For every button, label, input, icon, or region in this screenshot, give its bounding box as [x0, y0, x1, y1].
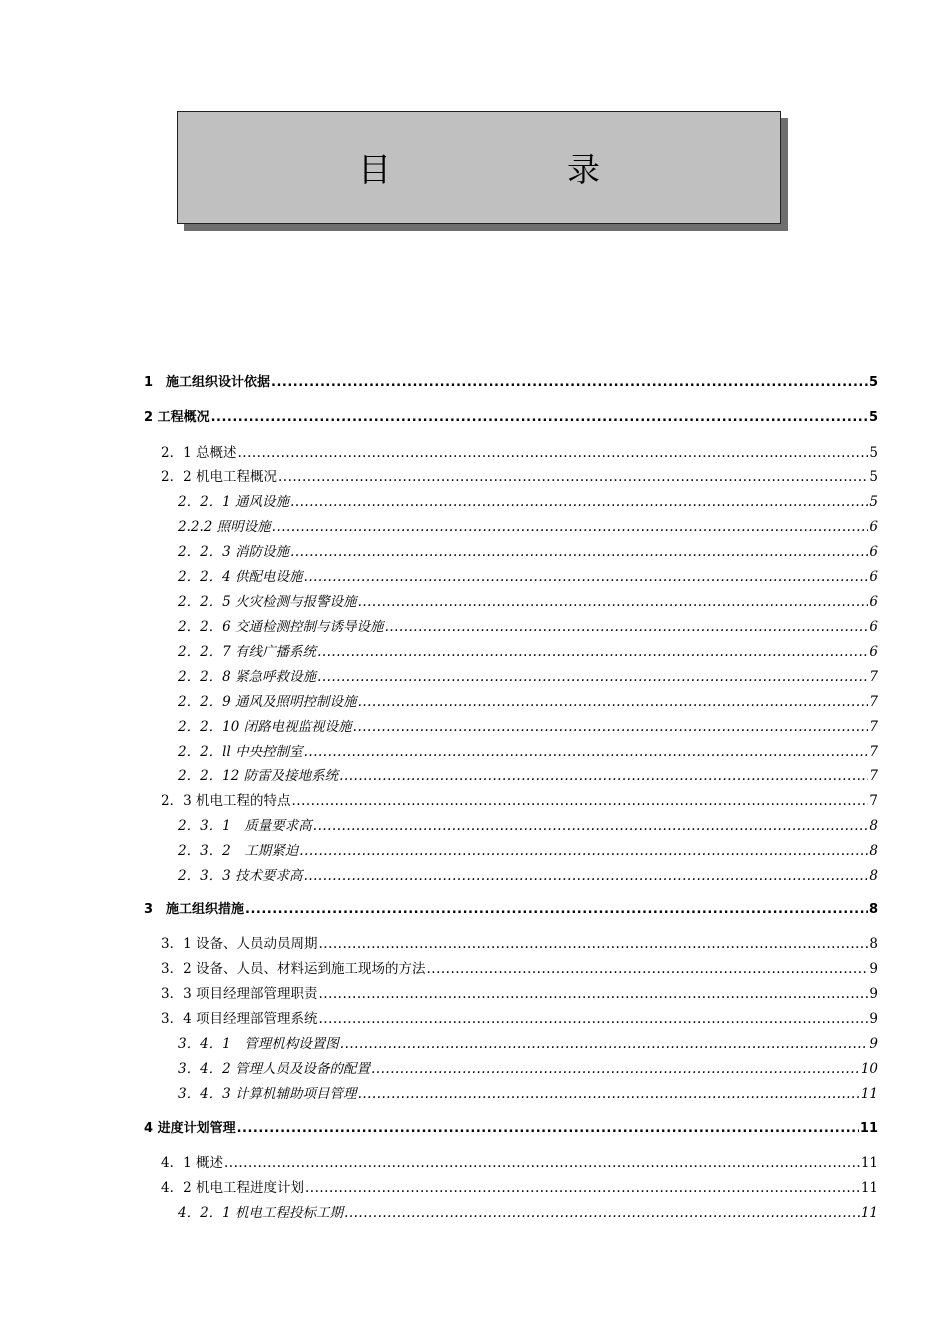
- dot-leader: [318, 934, 868, 954]
- dot-leader: [290, 492, 868, 512]
- dot-leader: [299, 841, 868, 861]
- dot-leader: [353, 717, 869, 737]
- toc-entry-page: 11: [860, 1155, 878, 1171]
- toc-entry[interactable]: [178, 866, 878, 886]
- dot-leader: [304, 866, 869, 886]
- toc-entry[interactable]: [144, 373, 878, 393]
- toc-entry-title: 3 施工组织措施: [144, 902, 245, 917]
- toc-entry-page: 5: [869, 445, 878, 461]
- toc-entry-title: 4．2 机电工程进度计划: [161, 1180, 304, 1196]
- toc-entry-page: 5: [869, 494, 878, 510]
- toc-entry-page: 10: [860, 1061, 878, 1077]
- toc-entry-title: 3．3 项目经理部管理职责: [161, 986, 318, 1002]
- toc-entry[interactable]: [178, 717, 878, 737]
- dot-leader: [224, 1153, 860, 1173]
- toc-entry[interactable]: [178, 1203, 878, 1223]
- toc-entry[interactable]: [161, 467, 878, 487]
- dot-leader: [313, 816, 869, 836]
- toc-entry-page: 9: [869, 986, 878, 1002]
- dot-leader: [211, 408, 868, 428]
- toc-entry[interactable]: [178, 617, 878, 637]
- toc-entry-page: 8: [869, 936, 878, 952]
- toc-entry[interactable]: [178, 692, 878, 712]
- toc-entry-page: 7: [869, 768, 878, 784]
- toc-entry-title: 2．2．12 防雷及接地系统: [178, 768, 339, 784]
- toc-entry[interactable]: [144, 1119, 878, 1139]
- toc-entry-page: 6: [869, 519, 878, 535]
- dot-leader: [317, 642, 868, 662]
- toc-entry[interactable]: [178, 742, 878, 762]
- dot-leader: [426, 959, 868, 979]
- toc-entry[interactable]: [178, 816, 878, 836]
- toc-entry-title: 4．2．1 机电工程投标工期: [178, 1205, 344, 1221]
- toc-entry-page: 6: [869, 619, 878, 635]
- toc-entry-title: 2．2．5 火灾检测与报警设施: [178, 594, 357, 610]
- toc-entry-page: 11: [860, 1086, 878, 1102]
- toc-entry-title: 2．3 机电工程的特点: [161, 793, 291, 809]
- toc-entry-title: 2．2．9 通风及照明控制设施: [178, 694, 357, 710]
- dot-leader: [371, 1059, 860, 1079]
- toc-entry[interactable]: [178, 517, 878, 537]
- toc-entry-title: 2．2．1 通风设施: [178, 494, 290, 510]
- toc-entry[interactable]: [161, 1153, 878, 1173]
- toc-entry-page: 6: [869, 544, 878, 560]
- toc-entry[interactable]: [178, 492, 878, 512]
- dot-leader: [278, 467, 868, 487]
- title-char-left: 目: [358, 150, 391, 189]
- dot-leader: [358, 692, 869, 712]
- toc-entry-title: 3．1 设备、人员动员周期: [161, 936, 318, 952]
- dot-leader: [385, 617, 869, 637]
- dot-leader: [237, 1119, 859, 1139]
- dot-leader: [291, 791, 868, 811]
- toc-entry-page: 7: [869, 669, 878, 685]
- toc-entry-title: 3．2 设备、人员、材料运到施工现场的方法: [161, 961, 426, 977]
- toc-entry-page: 8: [869, 818, 878, 834]
- toc-entry-page: 9: [869, 961, 878, 977]
- dot-leader: [237, 443, 868, 463]
- toc-entry-title: 2．2．7 有线广播系统: [178, 644, 317, 660]
- dot-leader: [290, 542, 868, 562]
- toc-entry[interactable]: [161, 791, 878, 811]
- toc-entry[interactable]: [161, 934, 878, 954]
- dot-leader: [305, 1178, 860, 1198]
- toc-entry-page: 9: [869, 1011, 878, 1027]
- toc-entry-page: 9: [869, 1036, 878, 1052]
- toc-entry-page: 5: [868, 410, 878, 425]
- dot-leader: [271, 373, 868, 393]
- toc-entry[interactable]: [144, 408, 878, 428]
- toc-entry[interactable]: [161, 1178, 878, 1198]
- toc-entry-page: 11: [860, 1205, 878, 1221]
- toc-entry-title: 3．4．3 计算机辅助项目管理: [178, 1086, 357, 1102]
- toc-entry[interactable]: [161, 959, 878, 979]
- dot-leader: [339, 766, 868, 786]
- toc-entry-title: 2．1 总概述: [161, 445, 237, 461]
- toc-title-box: [177, 111, 781, 224]
- toc-entry-title: 4．1 概述: [161, 1155, 223, 1171]
- toc-entry-page: 8: [869, 868, 878, 884]
- toc-entry[interactable]: [178, 667, 878, 687]
- toc-entry-title: 3．4．1 管理机构设置图: [178, 1036, 339, 1052]
- toc-entry-title: 3．4 项目经理部管理系统: [161, 1011, 318, 1027]
- dot-leader: [318, 1009, 868, 1029]
- toc-entry-title: 4 进度计划管理: [144, 1121, 236, 1136]
- toc-entry-title: 2．2 机电工程概况: [161, 469, 277, 485]
- toc-entry[interactable]: [178, 841, 878, 861]
- toc-entry[interactable]: [178, 1059, 878, 1079]
- toc-entry[interactable]: [178, 642, 878, 662]
- toc-entry-page: 7: [869, 719, 878, 735]
- toc-entry-page: 7: [869, 793, 878, 809]
- dot-leader: [358, 592, 869, 612]
- dot-leader: [304, 742, 869, 762]
- toc-entry-page: 7: [869, 694, 878, 710]
- toc-entry-title: 3．4．2 管理人员及设备的配置: [178, 1061, 371, 1077]
- toc-entry-page: 11: [859, 1121, 878, 1136]
- dot-leader: [340, 1034, 869, 1054]
- toc-entry[interactable]: [178, 567, 878, 587]
- toc-entry[interactable]: [161, 984, 878, 1004]
- toc-entry-title: 2．3．1 质量要求高: [178, 818, 312, 834]
- dot-leader: [317, 667, 868, 687]
- toc-entry[interactable]: [161, 1009, 878, 1029]
- toc-entry-page: 7: [869, 744, 878, 760]
- toc-entry-title: 2．2．4 供配电设施: [178, 569, 303, 585]
- toc-entry[interactable]: [178, 1034, 878, 1054]
- toc-entry-title: 2．3．3 技术要求高: [178, 868, 303, 884]
- toc-entry-title: 1 施工组织设计依据: [144, 375, 271, 390]
- toc-entry-page: 6: [869, 569, 878, 585]
- toc-entry-page: 6: [869, 594, 878, 610]
- toc-entry-page: 5: [869, 469, 878, 485]
- dot-leader: [358, 1084, 860, 1104]
- toc-entry-page: 8: [868, 902, 878, 917]
- toc-entry-title: 2．2．3 消防设施: [178, 544, 290, 560]
- title-char-right: 录: [567, 150, 600, 189]
- toc-entry[interactable]: [161, 443, 878, 463]
- dot-leader: [272, 517, 869, 537]
- toc-entry-page: 8: [869, 843, 878, 859]
- toc-entry[interactable]: [178, 1084, 878, 1104]
- toc-entry-title: 2．2．10 闭路电视监视设施: [178, 719, 352, 735]
- toc-entry-page: 5: [868, 375, 878, 390]
- toc-entry-title: 2 工程概况: [144, 410, 210, 425]
- toc-entry-title: 2．2．6 交通检测控制与诱导设施: [178, 619, 384, 635]
- dot-leader: [245, 900, 868, 920]
- toc-entry-title: 2．3．2 工期紧迫: [178, 843, 299, 859]
- dot-leader: [344, 1203, 860, 1223]
- toc-entry-page: 11: [860, 1180, 878, 1196]
- dot-leader: [304, 567, 869, 587]
- toc-entry[interactable]: [178, 592, 878, 612]
- toc-entry[interactable]: [144, 900, 878, 920]
- toc-entry-page: 6: [869, 644, 878, 660]
- toc-entry-title: 2.2.2 照明设施: [178, 519, 271, 535]
- toc-entry[interactable]: [178, 542, 878, 562]
- toc-entry[interactable]: [178, 766, 878, 786]
- toc-entry-title: 2．2．8 紧急呼救设施: [178, 669, 317, 685]
- dot-leader: [318, 984, 868, 1004]
- toc-entry-title: 2．2．ll 中央控制室: [178, 744, 303, 760]
